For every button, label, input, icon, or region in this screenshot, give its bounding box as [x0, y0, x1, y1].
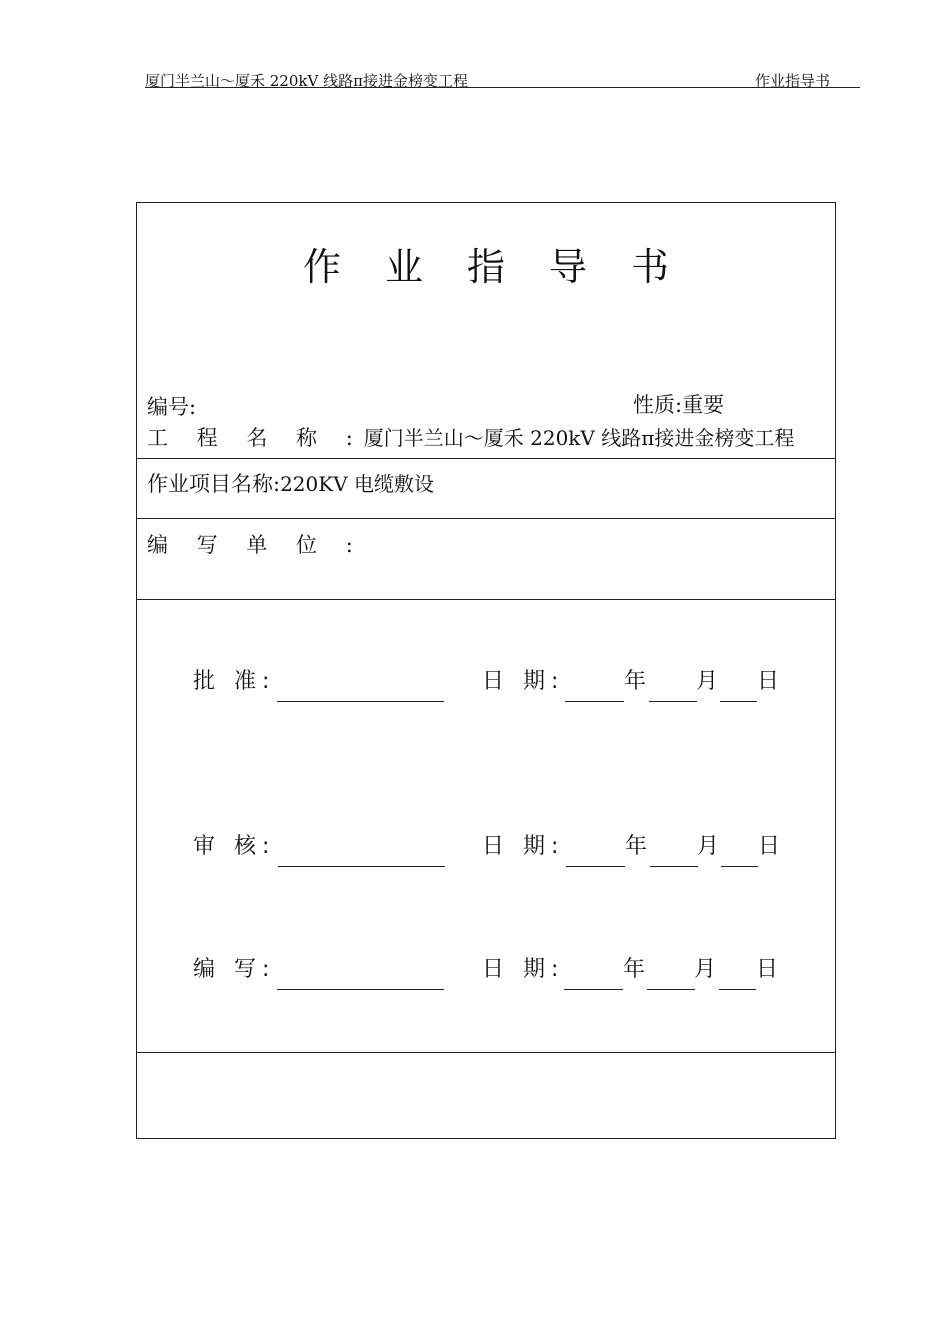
approve-day-line[interactable]: [720, 701, 757, 702]
nature-value: 重要: [682, 393, 725, 417]
review-day-unit: 日: [758, 834, 781, 859]
write-year-line[interactable]: [564, 989, 623, 990]
header-project-title: 厦门半兰山～厦禾 220kV 线路π接进金榜变工程: [145, 72, 468, 90]
approve-year-unit: 年: [624, 669, 647, 694]
review-year-unit: 年: [625, 834, 648, 859]
task-label: 作业项目名称:: [147, 472, 281, 496]
review-month-unit: 月: [697, 834, 720, 859]
signature-row-review: [137, 829, 835, 879]
nature-label: 性质:: [633, 393, 683, 417]
review-label: 审 核:: [193, 834, 276, 859]
task-field: [147, 468, 434, 498]
project-name-value: 厦门半兰山～厦禾 220kV 线路π接进金榜变工程: [363, 426, 795, 450]
signature-row-write: [137, 952, 835, 1002]
approve-month-unit: 月: [696, 669, 719, 694]
write-year-unit: 年: [623, 957, 646, 982]
nature-field: [633, 389, 724, 419]
task-value: 220KV 电缆敷设: [280, 472, 434, 496]
unit-section: [137, 519, 835, 600]
write-month-line[interactable]: [647, 989, 695, 990]
review-date-label: 日 期:: [482, 834, 565, 859]
review-sign-line[interactable]: [278, 866, 445, 867]
review-day-line[interactable]: [721, 866, 758, 867]
title-section: [137, 203, 835, 459]
write-date-label: 日 期:: [482, 957, 565, 982]
signature-section: [137, 600, 835, 1053]
signature-row-approve: [137, 664, 835, 714]
project-name-field: [147, 422, 794, 452]
review-month-line[interactable]: [650, 866, 698, 867]
approve-year-line[interactable]: [565, 701, 624, 702]
number-label: 编号:: [147, 395, 197, 419]
blank-footer-section: [137, 1053, 835, 1138]
unit-label: 编 写 单 位 :: [147, 533, 364, 557]
header-doc-type: 作业指导书: [755, 72, 831, 90]
review-year-line[interactable]: [566, 866, 625, 867]
approve-day-unit: 日: [757, 669, 780, 694]
cover-form: [136, 202, 836, 1139]
approve-label: 批 准:: [193, 669, 276, 694]
header-rule: [145, 87, 860, 88]
write-month-unit: 月: [694, 957, 717, 982]
project-name-label: 工 程 名 称 :: [147, 426, 364, 450]
task-section: [137, 459, 835, 519]
write-label: 编 写:: [193, 957, 276, 982]
approve-month-line[interactable]: [649, 701, 697, 702]
write-day-line[interactable]: [719, 989, 756, 990]
approve-date-label: 日 期:: [482, 669, 565, 694]
approve-sign-line[interactable]: [277, 701, 444, 702]
doc-title: 作业指导书: [302, 245, 713, 289]
write-day-unit: 日: [756, 957, 779, 982]
unit-field: [147, 529, 364, 559]
write-sign-line[interactable]: [277, 989, 444, 990]
